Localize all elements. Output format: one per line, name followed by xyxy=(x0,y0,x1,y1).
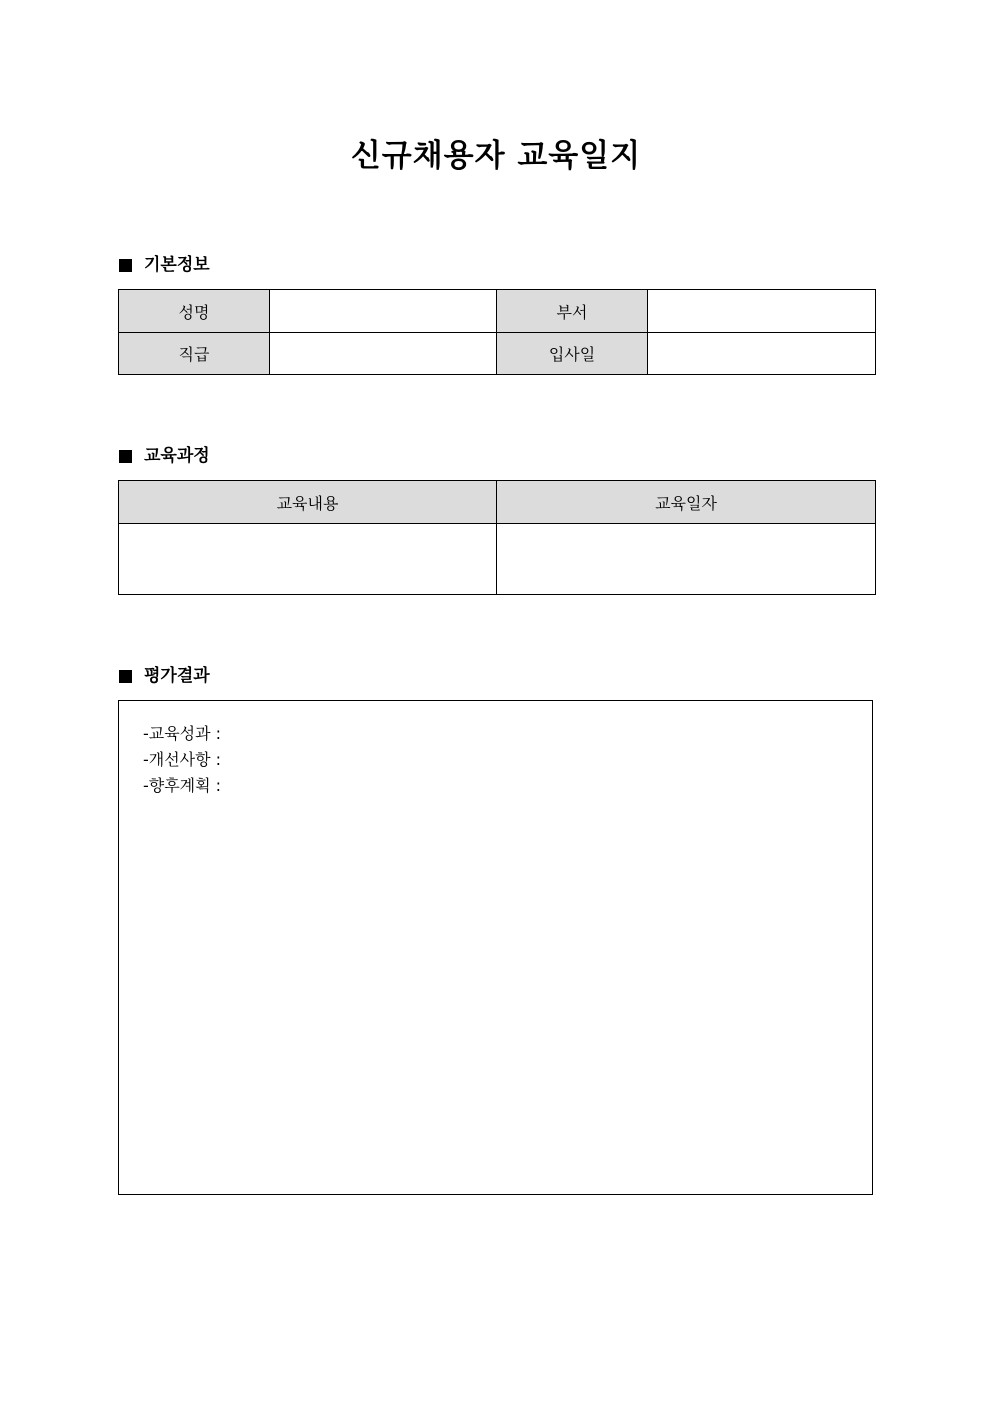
basic-info-heading xyxy=(119,254,210,276)
course-heading-label: 교육과정 xyxy=(144,446,210,466)
basic-info-table xyxy=(118,289,876,375)
table-row xyxy=(119,333,876,375)
course-heading xyxy=(119,445,210,467)
position-label: 직급 xyxy=(119,333,270,375)
evaluation-box[interactable] xyxy=(118,700,873,1195)
black-square-icon xyxy=(119,450,132,463)
evaluation-heading xyxy=(119,665,210,687)
course-date-header: 교육일자 xyxy=(497,481,876,524)
hire-date-label: 입사일 xyxy=(497,333,648,375)
future-plan-line: -향후계획 : xyxy=(143,776,222,795)
table-row xyxy=(119,524,876,595)
basic-info-heading-label: 기본정보 xyxy=(144,255,210,275)
course-content-field[interactable] xyxy=(119,524,497,595)
course-table xyxy=(118,480,876,595)
course-content-header: 교육내용 xyxy=(119,481,497,524)
evaluation-heading-label: 평가결과 xyxy=(144,666,210,686)
position-field[interactable] xyxy=(270,333,497,375)
course-date-field[interactable] xyxy=(497,524,876,595)
black-square-icon xyxy=(119,670,132,683)
name-label: 성명 xyxy=(119,290,270,333)
department-field[interactable] xyxy=(648,290,876,333)
page-title: 신규채용자 교육일지 xyxy=(350,138,642,174)
education-outcome-line: -교육성과 : xyxy=(143,724,222,743)
table-row xyxy=(119,290,876,333)
improvement-line: -개선사항 : xyxy=(143,750,222,769)
name-field[interactable] xyxy=(270,290,497,333)
black-square-icon xyxy=(119,259,132,272)
department-label: 부서 xyxy=(497,290,648,333)
table-header-row xyxy=(119,481,876,524)
hire-date-field[interactable] xyxy=(648,333,876,375)
